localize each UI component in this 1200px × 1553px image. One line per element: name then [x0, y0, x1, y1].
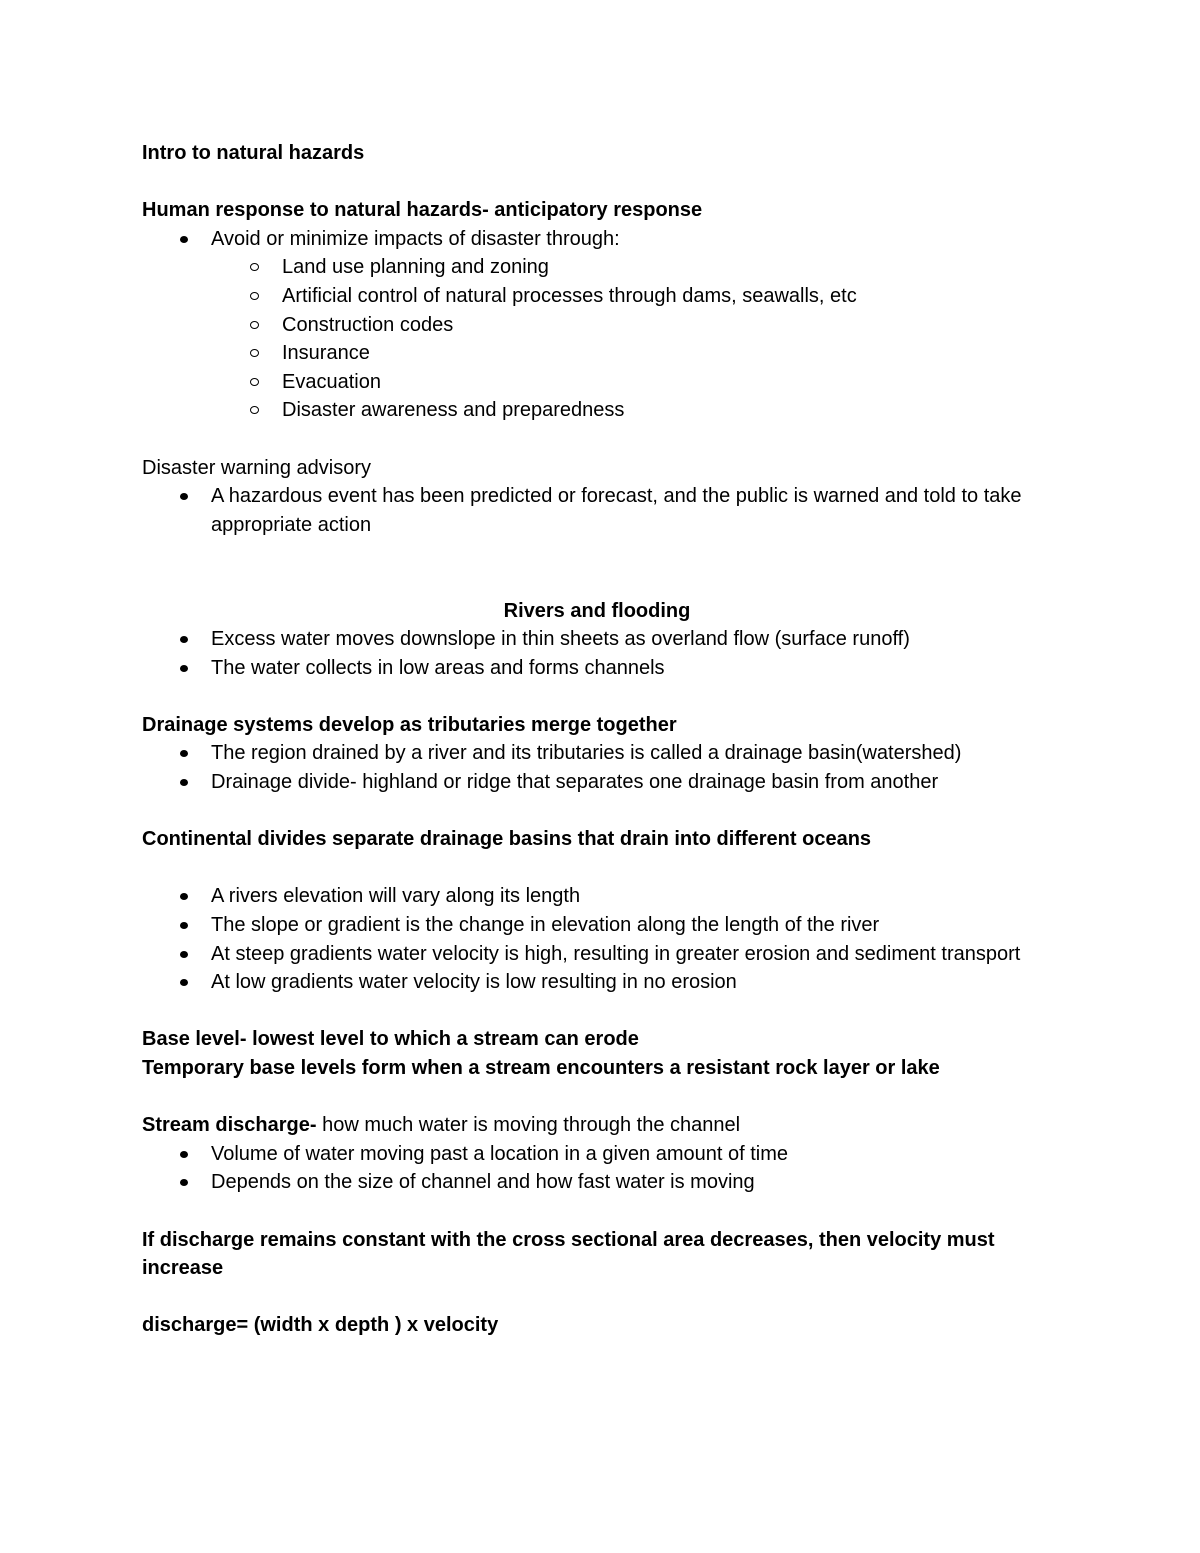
list-item: The region drained by a river and its tributaries is called a drainage basin(watershed) [142, 739, 1052, 768]
section-heading-disaster-warning: Disaster warning advisory [142, 456, 371, 479]
section-heading-continental-divides: Continental divides separate drainage basins that drain into different oceans [142, 828, 872, 851]
spacer [142, 1083, 1052, 1112]
list-item: The water collects in low areas and forms channels [142, 654, 1052, 683]
sub-list-item: Construction codes [142, 311, 1052, 340]
spacer [142, 1283, 1052, 1312]
bullet-list-drainage-systems [142, 739, 1052, 796]
section-heading-human-response: Human response to natural hazards- anticipatory response [142, 199, 703, 222]
stream-discharge-term: Stream discharge- [142, 1114, 317, 1137]
document-title: Intro to natural hazards [142, 142, 365, 164]
list-item: Avoid or minimize impacts of disaster through: [142, 225, 1052, 254]
list-item: The slope or gradient is the change in elevation along the length of the river [142, 911, 1052, 940]
spacer [142, 539, 1052, 596]
sub-list-item: Evacuation [142, 368, 1052, 397]
spacer [142, 797, 1052, 826]
document-page [142, 139, 1052, 1340]
bullet-list-rivers-flooding [142, 625, 1052, 682]
discharge-velocity-statement: If discharge remains constant with the cross sectional area decreases, then velocity must increase [142, 1228, 995, 1280]
sub-list-item: Artificial control of natural processes through dams, seawalls, etc [142, 282, 1052, 311]
list-item: At steep gradients water velocity is high, resulting in greater erosion and sediment transport [142, 940, 1052, 969]
temporary-base-levels: Temporary base levels form when a stream encounters a resistant rock layer or lake [142, 1057, 940, 1079]
section-heading-rivers-flooding: Rivers and flooding [503, 599, 691, 622]
base-level-definition: Base level- lowest level to which a stream can erode [142, 1028, 639, 1051]
spacer [142, 425, 1052, 454]
sub-list-item: Disaster awareness and preparedness [142, 396, 1052, 425]
stream-discharge-definition [142, 1111, 1052, 1140]
list-item: Drainage divide- highland or ridge that separates one drainage basin from another [142, 768, 1052, 797]
sub-list-item: Insurance [142, 339, 1052, 368]
spacer [142, 1197, 1052, 1226]
spacer [142, 854, 1052, 883]
spacer [142, 682, 1052, 711]
list-item: Depends on the size of channel and how fast water is moving [142, 1168, 1052, 1197]
list-item: At low gradients water velocity is low resulting in no erosion [142, 968, 1052, 997]
spacer [142, 168, 1052, 197]
list-item: Excess water moves downslope in thin sheets as overland flow (surface runoff) [142, 625, 1052, 654]
spacer [142, 997, 1052, 1026]
list-item: A hazardous event has been predicted or forecast, and the public is warned and told to take appropriate action [142, 482, 1052, 539]
bullet-list-gradient [142, 882, 1052, 996]
discharge-formula: discharge= (width x depth ) x velocity [142, 1314, 499, 1337]
sub-list-item: Land use planning and zoning [142, 253, 1052, 282]
bullet-list-disaster-warning [142, 482, 1052, 539]
section-heading-drainage-systems: Drainage systems develop as tributaries merge together [142, 713, 677, 736]
list-item: A rivers elevation will vary along its length [142, 882, 1052, 911]
bullet-list-human-response [142, 225, 1052, 425]
stream-discharge-text: how much water is moving through the channel [316, 1114, 741, 1137]
bullet-list-stream-discharge [142, 1140, 1052, 1197]
list-item: Volume of water moving past a location in a given amount of time [142, 1140, 1052, 1169]
